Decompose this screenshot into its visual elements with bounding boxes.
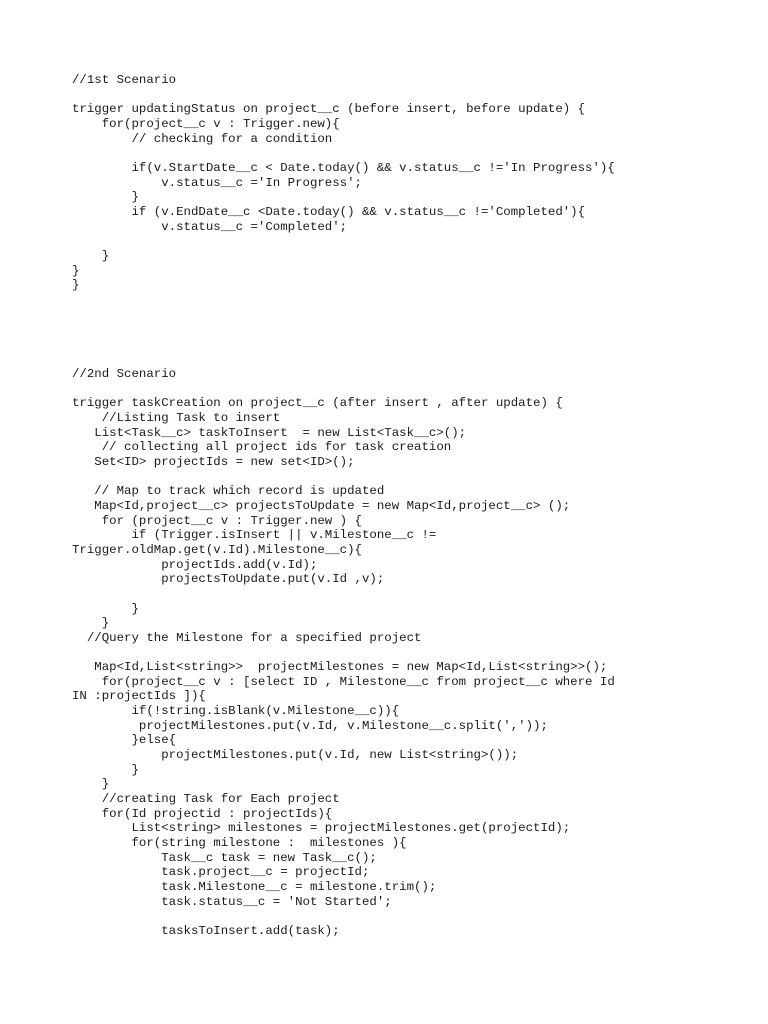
- code-line: [72, 645, 615, 660]
- code-line: projectIds.add(v.Id);: [72, 557, 318, 572]
- code-line: //2nd Scenario: [72, 367, 177, 381]
- code-line: }: [72, 190, 139, 205]
- code-line: trigger taskCreation on project__c (after insert , after update) {: [72, 396, 563, 411]
- code-line: task.project__c = projectId;: [72, 865, 370, 880]
- code-line: }: [72, 248, 110, 263]
- code-block-scenario-1: [72, 73, 615, 293]
- code-line: Set<ID> projectIds = new set<ID>();: [72, 454, 355, 469]
- code-line: [72, 234, 615, 249]
- code-line: for(string milestone : milestones ){: [72, 836, 407, 850]
- code-line: Task__c task = new Task__c();: [72, 850, 377, 865]
- code-line: if (Trigger.isInsert || v.Milestone__c !=: [72, 528, 437, 543]
- code-line: }: [72, 777, 110, 792]
- code-line: v.status__c ='Completed';: [72, 219, 348, 234]
- code-line: task.Milestone__c = milestone.trim();: [72, 879, 437, 894]
- code-line: // checking for a condition: [72, 131, 333, 146]
- code-line: for(project__c v : Trigger.new){: [72, 116, 340, 131]
- code-line: [72, 909, 615, 924]
- code-line: projectsToUpdate.put(v.Id ,v);: [72, 572, 385, 587]
- code-line: [72, 382, 615, 397]
- code-line: [72, 88, 615, 103]
- code-line: List<string> milestones = projectMilestones.get(projectId);: [72, 821, 571, 836]
- code-line: for(Id projectid : projectIds){: [72, 806, 333, 821]
- code-line: for (project__c v : Trigger.new ) {: [72, 513, 362, 528]
- code-line: List<Task__c> taskToInsert = new List<Task__c>();: [72, 425, 467, 440]
- code-line: tasksToInsert.add(task);: [72, 923, 340, 938]
- code-line: //Query the Milestone for a specified project: [72, 630, 422, 645]
- code-line: }: [72, 762, 139, 777]
- code-line: }: [72, 616, 110, 631]
- code-line: v.status__c ='In Progress';: [72, 175, 362, 190]
- code-line: //creating Task for Each project: [72, 792, 340, 807]
- code-line: projectMilestones.put(v.Id, new List<string>());: [72, 748, 519, 763]
- code-line: if(!string.isBlank(v.Milestone__c)){: [72, 704, 400, 719]
- code-line: Trigger.oldMap.get(v.Id).Milestone__c){: [72, 542, 362, 557]
- code-line: task.status__c = 'Not Started';: [72, 894, 392, 909]
- code-line: if(v.StartDate__c < Date.today() && v.status__c !='In Progress'){: [72, 160, 615, 175]
- code-line: }else{: [72, 733, 177, 748]
- code-line: // collecting all project ids for task creation: [72, 440, 452, 455]
- code-line: Map<Id,List<string>> projectMilestones = new Map<Id,List<string>>();: [72, 660, 608, 675]
- code-line: IN :projectIds ]){: [72, 689, 206, 704]
- code-line: [72, 470, 615, 485]
- code-line: }: [72, 601, 139, 616]
- code-line: if (v.EndDate__c <Date.today() && v.status__c !='Completed'){: [72, 204, 586, 219]
- code-line: //1st Scenario: [72, 73, 177, 87]
- code-line: [72, 146, 615, 161]
- code-line: }: [72, 278, 80, 293]
- code-line: for(project__c v : [select ID , Milestone__c from project__c where Id: [72, 674, 615, 689]
- code-line: // Map to track which record is updated: [72, 484, 385, 499]
- code-line: Map<Id,project__c> projectsToUpdate = new Map<Id,project__c> ();: [72, 498, 571, 513]
- code-line: }: [72, 263, 80, 278]
- code-line: [72, 587, 615, 602]
- code-line: trigger updatingStatus on project__c (before insert, before update) {: [72, 102, 586, 117]
- code-block-scenario-2: [72, 367, 615, 939]
- code-line: //Listing Task to insert: [72, 410, 281, 425]
- code-line: projectMilestones.put(v.Id, v.Milestone__c.split(','));: [72, 718, 548, 733]
